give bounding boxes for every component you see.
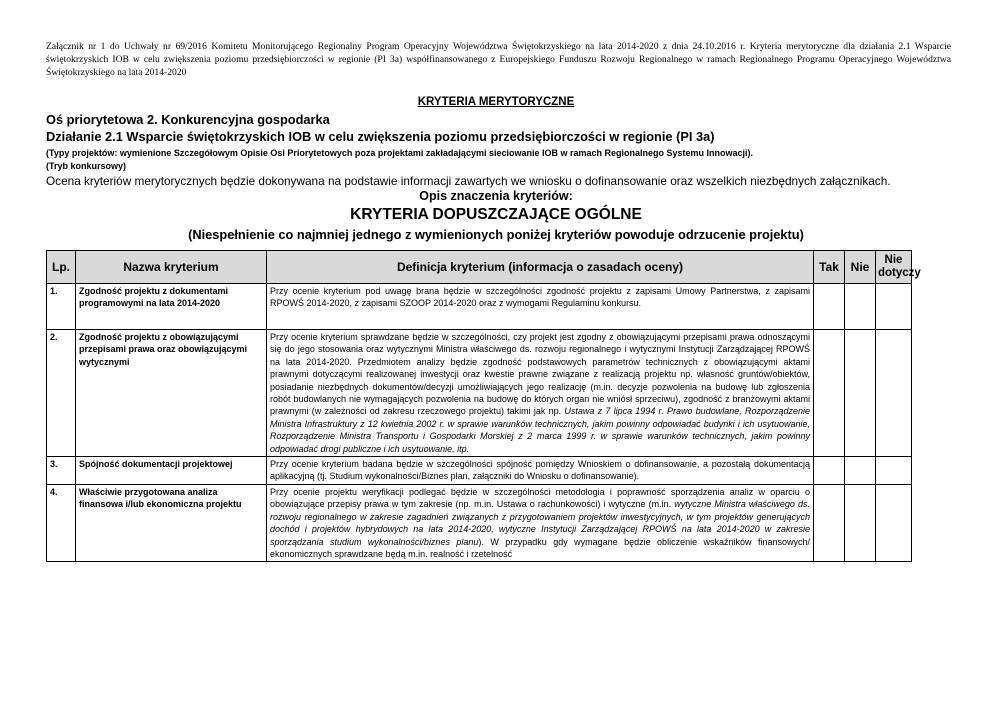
row-definition — [267, 330, 814, 457]
table-header-row — [47, 251, 912, 284]
attachment-note: Załącznik nr 1 do Uchwały nr 69/2016 Komitetu Monitorującego Regionalny Program Operacyjny Województwa Świętokrzyskiego na lata 2014-2020 z dnia 24.10.2016 r. Kryteria merytoryczne dla działania 2.1 Wsparcie świętokrzyskich IOB w celu zwiększenia poziomu przedsiębiorczości w regionie (PI 3a) współfinansowanego z Europejskiego Funduszu Rozwoju Regionalnego w ramach Regionalnego Programu Operacyjnego Województwa Świętokrzyskiego na lata 2014-2020 — [46, 41, 951, 79]
tak-cell[interactable] — [814, 284, 845, 330]
nie-dotyczy-cell[interactable] — [876, 457, 912, 485]
row-name: Zgodność projektu z dokumentami programowymi na lata 2014-2020 — [76, 284, 267, 330]
row-lp: 2. — [47, 330, 76, 457]
assessment-info: Ocena kryteriów merytorycznych będzie dokonywana na podstawie informacji zawartych we wniosku o dofinansowanie oraz wszelkich niezbędnych załącznikach. — [46, 174, 891, 188]
competition-mode: (Tryb konkursowy) — [46, 161, 127, 171]
criteria-group-effect: (Niespełnienie co najmniej jednego z wymienionych poniżej kryteriów powoduje odrzucenie projektu) — [188, 227, 804, 242]
nie-cell[interactable] — [845, 284, 876, 330]
nie-dotyczy-cell[interactable] — [876, 484, 912, 561]
row-name: Spójność dokumentacji projektowej — [76, 457, 267, 485]
nie-dotyczy-cell[interactable] — [876, 284, 912, 330]
row-definition — [267, 484, 814, 561]
nie-cell[interactable] — [845, 330, 876, 457]
criteria-group-title: KRYTERIA DOPUSZCZAJĄCE OGÓLNE — [350, 206, 642, 223]
row-lp: 4. — [47, 484, 76, 561]
row-name: Właściwie przygotowana analiza finansowa i/lub ekonomiczna projektu — [76, 484, 267, 561]
table-row — [47, 484, 912, 561]
col-tak: Tak — [814, 251, 845, 284]
row-name: Zgodność projektu z obowiązującymi przepisami prawa oraz obowiązującymi wytycznymi — [76, 330, 267, 457]
definition-text-end: ). W przypadku gdy wymagane będzie obliczenie wskaźników finansowych/ ekonomicznych sprawdzane będą m.in. realność i rzetelność — [270, 536, 810, 559]
priority-axis: Oś priorytetowa 2. Konkurencyjna gospodarka — [46, 112, 330, 127]
tak-cell[interactable] — [814, 457, 845, 485]
row-definition — [267, 284, 814, 330]
definition-text: Przy ocenie kryterium sprawdzane będzie w szczególności, czy projekt jest zgodny z obowiązującymi przepisami prawa odnoszącymi się do jego stosowania oraz wytycznymi Ministra właściwego ds. rozwoju regionalnego i wytycznymi Instytucji Zarządzającej RPOWŚ na lata 2014-2020. Przedmiotem analizy będzie zgodność podstawowych parametrów technicznych z obowiązującymi aktami prawnymi dotyczącymi realizowanej inwestycji oraz kwestie prawne związane z realizacją projektu np. własność gruntów/obiektów, posiadanie niezbędnych dokumentów/decyzji umożliwiających jego realizację (m.in. decyzje pozwolenia na budowę lub zgłoszenia robót budowlanych nie wymagających pozwolenia na budowę do których organ nie wniósł sprzeciwu), zgodność z branżowymi aktami prawnymi (w zależności od zakresu rzeczowego projektu) takimi jak np. — [270, 332, 810, 417]
nie-cell[interactable] — [845, 484, 876, 561]
tak-cell[interactable] — [814, 330, 845, 457]
criteria-table — [46, 250, 921, 562]
definition-text-italic: Ustawa z 7 lipca 1994 r. Prawo budowlane, Rozporządzenie Ministra Infrastruktury z 12 kwietnia 2002 r. w sprawie warunków technicznych, jakim powinny odpowiadać budynki i ich usytuowanie, Rozporządzenie Ministra Transportu i Gospodarki Morskiej z 2 marca 1999 r. w sprawie warunków technicznych, jakim powinny odpowiadać drogi publiczne i ich usytuowanie, itp. — [270, 406, 810, 454]
definition-text-italic: wytyczne Ministra właściwego ds. rozwoju regionalnego w zakresie zagadnień związanych z przygotowaniem projektów inwestycyjnych, w tym projektów generujących dochód i projektów hybrydowych na lata 2014-2020, wytyczne Instytucji Zarządzającej RPOWŚ na lata 2014-2020 w zakresie sporządzania studium wykonalności/biznes planu — [270, 499, 811, 547]
row-lp: 1. — [47, 284, 76, 330]
action-title: Działanie 2.1 Wsparcie świętokrzyskich IOB w celu zwiększenia poziomu przedsiębiorczości w regionie (PI 3a) — [46, 129, 715, 144]
col-lp: Lp. — [47, 251, 76, 284]
definition-text: Przy ocenie kryterium pod uwagę brana będzie w szczególności zgodność projektu z zapisami Umowy Partnerstwa, z zapisami RPOWŚ 2014-2020, z zapisami SZOOP 2014-2020 oraz z wymogami Regulaminu konkursu. — [270, 286, 810, 309]
nie-dotyczy-cell[interactable] — [876, 330, 912, 457]
definition-text: Przy ocenie projektu weryfikacji podlegać będzie w szczególności metodologia i poprawność sporządzenia analiz w oparciu o obowiązujące przepisy prawa w tym zakresie (np. m.in. Ustawa o rachunkowości) i wytyczne (m.in. — [270, 486, 810, 510]
table-row — [47, 457, 912, 485]
table-row — [47, 284, 912, 330]
col-name: Nazwa kryterium — [76, 251, 267, 284]
meaning-heading: Opis znaczenia kryteriów: — [419, 189, 573, 203]
row-definition — [267, 457, 814, 485]
definition-text: Przy ocenie kryterium badana będzie w szczególności spójność pomiędzy Wnioskiem o dofinansowanie, a pozostałą dokumentacją aplikacyjną (tj. Studium wykonalności/Biznes plan, załączniki do Wniosku o dofinansowanie). — [270, 459, 810, 482]
page-title: KRYTERIA MERYTORYCZNE — [417, 96, 575, 108]
row-lp: 3. — [47, 457, 76, 485]
table-row — [47, 330, 912, 457]
col-nie-dotyczy: Nie dotyczy — [876, 251, 912, 284]
nie-cell[interactable] — [845, 457, 876, 485]
project-types: (Typy projektów: wymienione Szczegółowym Opisie Osi Priorytetowych poza projektami zakładającymi sieciowanie IOB w ramach Regionalnego Systemu Innowacji). — [46, 148, 754, 158]
col-definition: Definicja kryterium (informacja o zasadach oceny) — [267, 251, 814, 284]
tak-cell[interactable] — [814, 484, 845, 561]
col-nie: Nie — [845, 251, 876, 284]
